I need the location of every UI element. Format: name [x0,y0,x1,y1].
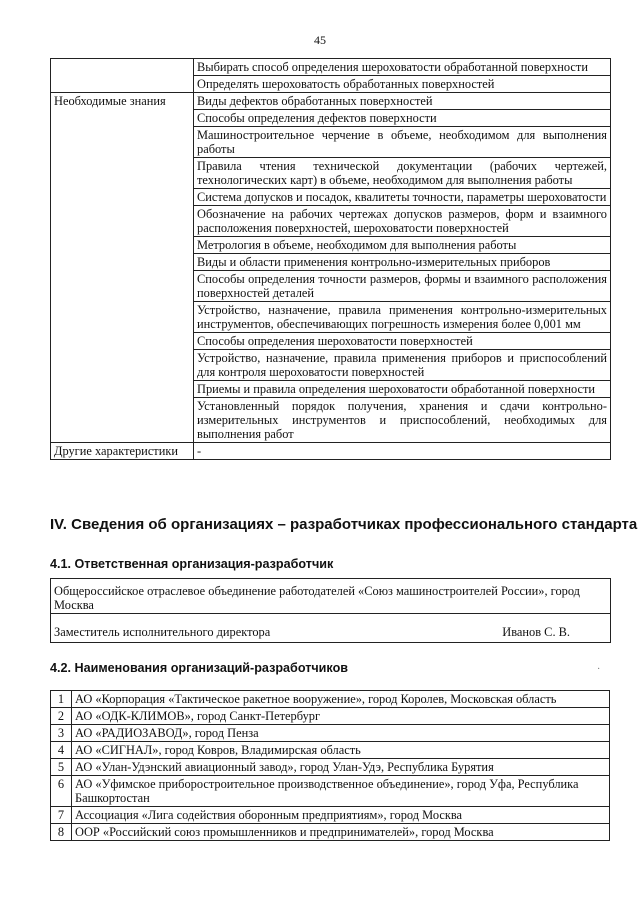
developer-number: 6 [51,776,72,807]
skills-row-item: - [194,443,611,460]
developer-number: 8 [51,824,72,841]
developer-name: АО «Корпорация «Тактическое ракетное вооружение», город Королев, Московская область [72,691,610,708]
developer-row [51,691,610,708]
skills-row-label: Другие характеристики [51,443,194,460]
developer-row [51,824,610,841]
developer-number: 7 [51,807,72,824]
skills-row-item: Метрология в объеме, необходимом для выполнения работы [194,237,611,254]
responsible-org-role: Заместитель исполнительного директора [54,625,271,639]
responsible-org-name: Общероссийское отраслевое объединение работодателей «Союз машиностроителей России», город Москва [54,584,580,612]
skills-row-item: Способы определения точности размеров, формы и взаимного расположения поверхностей деталей [194,271,611,302]
skills-row-item: Устройство, назначение, правила применения приборов и приспособлений для контроля шероховатости поверхностей [194,350,611,381]
subsection-4-2-title: 4.2. Наименования организаций-разработчиков [50,661,349,675]
skills-row-item: Машиностроительное черчение в объеме, необходимом для выполнения работы [194,127,611,158]
page-number: 45 [314,33,326,47]
skills-row [51,443,611,460]
divider [51,613,610,614]
developer-number: 2 [51,708,72,725]
skills-row-item: Виды и области применения контрольно-измерительных приборов [194,254,611,271]
developer-row [51,807,610,824]
developer-row [51,742,610,759]
developer-name: АО «ОДК-КЛИМОВ», город Санкт-Петербург [72,708,610,725]
developer-name: АО «Улан-Удэнский авиационный завод», город Улан-Удэ, Республика Бурятия [72,759,610,776]
skills-row-item: Приемы и правила определения шероховатости обработанной поверхности [194,381,611,398]
developer-number: 1 [51,691,72,708]
section-4-title: IV. Сведения об организациях – разработчиках профессионального стандарта [50,516,638,533]
skills-row-item: Определять шероховатость обработанных поверхностей [194,76,611,93]
responsible-org-person: Иванов С. В. [502,625,570,639]
skills-row-label [51,59,194,93]
skills-row-item: Обозначение на рабочих чертежах допусков размеров, форм и взаимного расположения поверхностей, шероховатости поверхностей [194,206,611,237]
skills-row-item: Правила чтения технической документации (рабочих чертежей, технологических карт) в объеме, необходимом для выполнения работы [194,158,611,189]
developer-name: ООР «Российский союз промышленников и предпринимателей», город Москва [72,824,610,841]
developer-name: АО «Уфимское приборостроительное производственное объединение», город Уфа, Республика Башкортостан [72,776,610,807]
developer-name: АО «РАДИОЗАВОД», город Пенза [72,725,610,742]
subsection-4-1-title: 4.1. Ответственная организация-разработчик [50,557,334,571]
skills-row-item: Установленный порядок получения, хранения и сдачи контрольно-измерительных инструментов и приспособлений, необходимых для выполнения работ [194,398,611,443]
developers-table [50,690,610,841]
skills-row-item: Устройство, назначение, правила применения контрольно-измерительных инструментов, обеспечивающих погрешность измерения более 0,001 мм [194,302,611,333]
skills-row-item: Система допусков и посадок, квалитеты точности, параметры шероховатости [194,189,611,206]
skills-row-item: Способы определения дефектов поверхности [194,110,611,127]
skills-row [51,59,611,76]
skills-row [51,93,611,110]
skills-row-item: Виды дефектов обработанных поверхностей [194,93,611,110]
developer-row [51,708,610,725]
developer-row [51,759,610,776]
developer-number: 5 [51,759,72,776]
developer-name: АО «СИГНАЛ», город Ковров, Владимирская область [72,742,610,759]
developer-row [51,776,610,807]
developer-name: Ассоциация «Лига содействия оборонным предприятиям», город Москва [72,807,610,824]
responsible-org-box [50,578,611,643]
developer-row [51,725,610,742]
skills-knowledge-table [50,58,611,460]
developer-number: 4 [51,742,72,759]
skills-row-item: Выбирать способ определения шероховатости обработанной поверхности [194,59,611,76]
developer-number: 3 [51,725,72,742]
skills-row-label: Необходимые знания [51,93,194,443]
skills-row-item: Способы определения шероховатости поверхностей [194,333,611,350]
scan-mark: · [597,664,601,675]
